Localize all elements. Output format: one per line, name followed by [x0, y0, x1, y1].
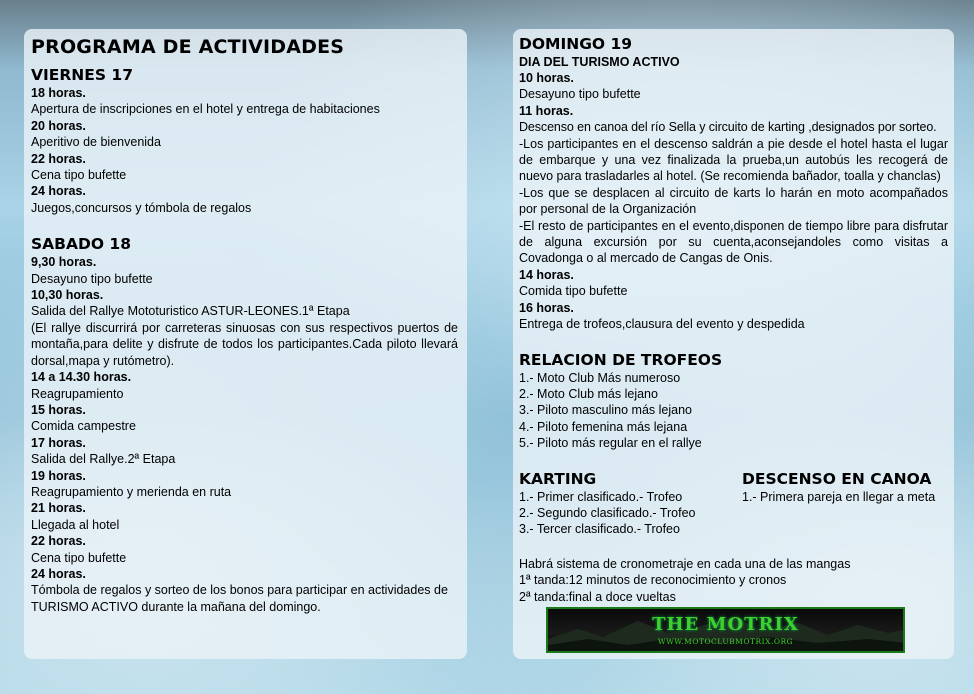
time-label: 24 horas.	[31, 184, 86, 199]
activity-text: Cena tipo bufette	[31, 168, 127, 183]
saturday-schedule	[31, 254, 458, 615]
activity-text: Cena tipo bufette	[31, 550, 127, 565]
sunday-subheading: DIA DEL TURISMO ACTIVO	[519, 55, 680, 69]
activity-text: Desayuno tipo bufette	[31, 271, 153, 286]
activity-note: -El resto de participantes en el evento,disponen de tiempo libre para disfrutar de alguna excursión por su cuenta,aconsejandoles como visitas a Covadonga o al mercado de Cangas de Onis.	[519, 218, 948, 266]
activity-text: Desayuno tipo bufette	[519, 87, 641, 102]
canoe-heading: DESCENSO EN CANOA	[742, 469, 932, 488]
friday-heading: VIERNES 17	[31, 66, 133, 84]
time-label: 19 horas.	[31, 468, 86, 483]
activity-text: Aperitivo de bienvenida	[31, 135, 161, 150]
trophies-list	[519, 370, 948, 452]
activity-text: Llegada al hotel	[31, 517, 120, 532]
trophies-heading: RELACION DE TROFEOS	[519, 350, 723, 369]
activity-text: Reagrupamiento y merienda en ruta	[31, 484, 232, 499]
time-label: 18 horas.	[31, 86, 86, 100]
friday-schedule	[31, 85, 458, 216]
awards-columns	[519, 470, 948, 538]
karting-section	[519, 470, 742, 538]
time-label: 14 horas.	[519, 267, 574, 282]
time-label: 22 horas.	[31, 534, 86, 549]
activity-text: Entrega de trofeos,clausura del evento y despedida	[519, 317, 805, 332]
activity-note: (El rallye discurrirá por carreteras sinuosas con sus respectivos puertos de montaña,para delite y disfrute de todos los participantes.Cada piloto llevará dorsal,mapa y rutómetro).	[31, 320, 458, 368]
list-item: 2.- Segundo clasificado.- Trofeo	[519, 505, 696, 520]
timing-line: 1ª tanda:12 minutos de reconocimiento y cronos	[519, 573, 787, 588]
list-item: 3.- Piloto masculino más lejano	[519, 403, 692, 418]
list-item: 4.- Piloto femenina más lejana	[519, 419, 688, 434]
activity-text: Comida tipo bufette	[519, 284, 628, 299]
activity-text: Descenso en canoa del río Sella y circuito de karting ,designados por sorteo.	[519, 120, 937, 135]
logo-title: THE MOTRIX	[652, 614, 799, 635]
time-label: 17 horas.	[31, 435, 86, 450]
list-item: 1.- Primera pareja en llegar a meta	[742, 489, 936, 504]
time-label: 21 horas.	[31, 501, 86, 516]
activity-text: Juegos,concursos y tómbola de regalos	[31, 200, 252, 215]
activities-panel-right	[513, 29, 954, 659]
timing-line: 2ª tanda:final a doce vueltas	[519, 589, 676, 604]
activity-note: -Los que se desplacen al circuito de karts lo harán en moto acompañados por personal de la Organización	[519, 185, 948, 217]
time-label: 9,30 horas.	[31, 255, 97, 270]
list-item: 1.- Moto Club Más numeroso	[519, 370, 681, 385]
activity-text: Reagrupamiento	[31, 386, 124, 401]
activity-text: Salida del Rallye Mototuristico ASTUR-LEONES.1ª Etapa	[31, 304, 350, 319]
time-label: 10 horas.	[519, 71, 574, 85]
time-label: 16 horas.	[519, 300, 574, 315]
sunday-heading: DOMINGO 19	[519, 35, 633, 53]
list-item: 1.- Primer clasificado.- Trofeo	[519, 489, 683, 504]
list-item: 5.- Piloto más regular en el rallye	[519, 436, 702, 451]
time-label: 24 horas.	[31, 566, 86, 581]
saturday-heading: SABADO 18	[31, 235, 131, 254]
activity-text: Tómbola de regalos y sorteo de los bonos para participar en actividades de TURISMO ACTIVO durante la mañana del domingo.	[31, 583, 448, 614]
activity-text: Apertura de inscripciones en el hotel y entrega de habitaciones	[31, 102, 380, 117]
canoe-section	[742, 470, 942, 538]
karting-heading: KARTING	[519, 469, 597, 488]
activity-note: -Los participantes en el descenso saldrán a pie desde el hotel hasta el lugar de embarque y una vez finalizada la prueba,un autobús les recogerá de nuevo para trasladarles al hotel. (Se recomienda bañador, toalla y chanclas)	[519, 136, 948, 184]
time-label: 22 horas.	[31, 151, 86, 166]
list-item: 3.- Tercer clasificado.- Trofeo	[519, 522, 680, 537]
timing-info	[519, 556, 948, 605]
activity-text: Salida del Rallye.2ª Etapa	[31, 452, 176, 467]
program-title: PROGRAMA DE ACTIVIDADES	[31, 36, 345, 58]
time-label: 15 horas.	[31, 402, 86, 417]
time-label: 20 horas.	[31, 118, 86, 133]
club-logo-banner	[546, 607, 905, 653]
activity-text: Comida campestre	[31, 419, 136, 434]
activities-panel-left	[24, 29, 467, 659]
list-item: 2.- Moto Club más lejano	[519, 386, 658, 401]
time-label: 14 a 14.30 horas.	[31, 370, 132, 385]
logo-url: WWW.MOTOCLUBMOTRIX.ORG	[657, 637, 794, 646]
time-label: 10,30 horas.	[31, 288, 104, 303]
time-label: 11 horas.	[519, 103, 574, 118]
timing-line: Habrá sistema de cronometraje en cada una de las mangas	[519, 556, 851, 571]
